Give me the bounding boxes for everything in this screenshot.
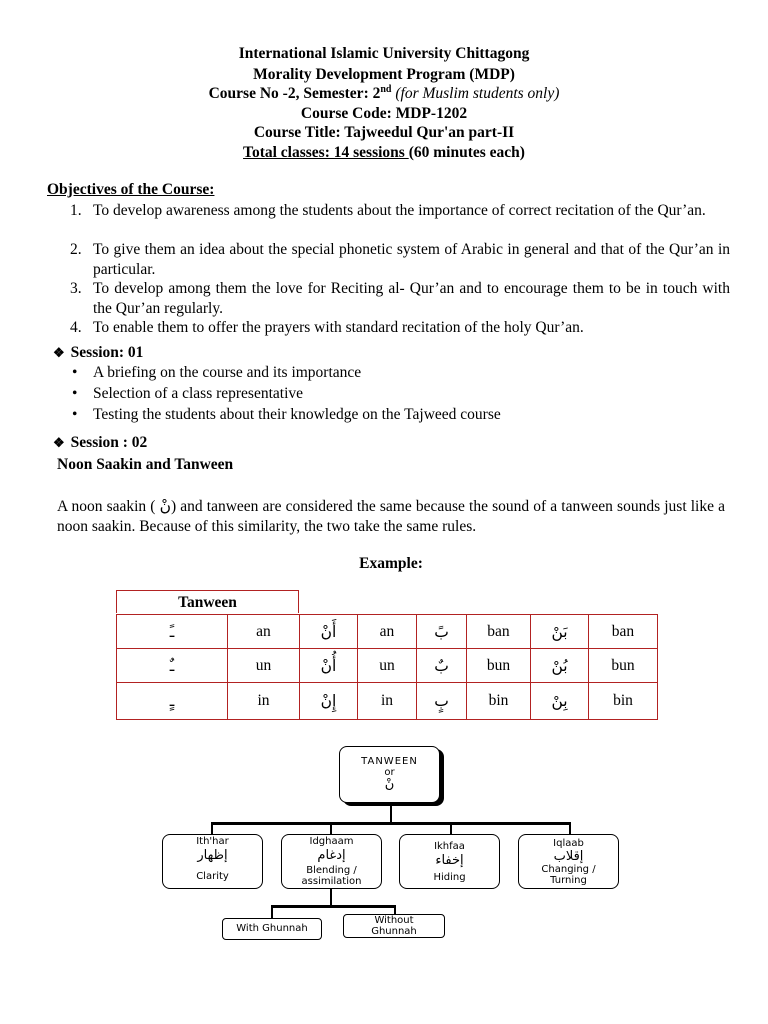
sub-label: With Ghunnah <box>236 923 308 934</box>
table-cell: ـٍ <box>117 683 228 720</box>
rule-meaning: Blending / assimilation <box>301 865 362 887</box>
list-item-text: Testing the students about their knowledge on the Tajweed course <box>93 406 501 423</box>
diagram-box-iqlaab <box>518 834 619 889</box>
rule-arabic: إقلاب <box>553 849 584 864</box>
session-2-title: Session : 02 <box>70 434 148 451</box>
total-classes <box>0 143 768 162</box>
table-row <box>117 683 658 720</box>
session-2-heading <box>53 434 147 452</box>
connector-line <box>330 822 332 834</box>
table-cell: bin <box>589 683 658 720</box>
course-number-sup: nd <box>380 83 392 95</box>
noon-saakin-glyph: نْ <box>159 497 171 515</box>
list-item <box>72 385 303 403</box>
table-cell: in <box>228 683 300 720</box>
paragraph-text-start: A noon saakin ( <box>57 498 160 515</box>
objective-item <box>70 318 730 338</box>
course-number <box>0 84 768 103</box>
program-name: Morality Development Program (MDP) <box>253 66 515 83</box>
connector-line <box>211 822 213 834</box>
table-cell: an <box>228 615 300 649</box>
table-cell: ban <box>589 615 658 649</box>
table-cell: ـً <box>117 615 228 649</box>
table-cell: بَنْ <box>531 615 589 649</box>
table-cell: بً <box>417 615 467 649</box>
root-or: or <box>384 767 395 778</box>
objective-text: To develop awareness among the students about the importance of correct recitation of the Qur’an. <box>93 202 706 219</box>
rule-label: Ith'har <box>196 836 229 847</box>
table-cell: بِنْ <box>531 683 589 720</box>
diagram-box-ithhar <box>162 834 263 889</box>
objective-number: 4. <box>70 319 82 336</box>
rule-meaning: Changing / Turning <box>541 864 596 886</box>
root-glyph: نْ <box>384 777 395 792</box>
university-name: International Islamic University Chittagong <box>238 45 530 62</box>
session-2-paragraph <box>57 496 725 537</box>
diagram-box-ikhfaa <box>399 834 500 889</box>
objective-number: 3. <box>70 280 82 297</box>
table-cell: بٌ <box>417 649 467 683</box>
table-cell: بٍ <box>417 683 467 720</box>
table-cell: bun <box>589 649 658 683</box>
diagram-box-without-ghunnah <box>343 914 445 938</box>
list-item-text: A briefing on the course and its importance <box>93 364 362 381</box>
table-cell: an <box>358 615 417 649</box>
session-1-heading <box>53 344 143 362</box>
session-1-title: Session: 01 <box>70 344 144 361</box>
objective-item <box>70 279 730 318</box>
connector-line <box>211 822 571 825</box>
diamond-bullet-icon: ❖ <box>53 435 65 450</box>
objective-item <box>70 201 730 221</box>
table-cell: in <box>358 683 417 720</box>
objective-number: 2. <box>70 241 82 258</box>
table-cell: بُنْ <box>531 649 589 683</box>
table-row <box>117 615 658 649</box>
objective-item <box>70 240 730 279</box>
connector-line <box>271 905 273 918</box>
total-classes-rest: (60 minutes each) <box>408 144 525 161</box>
bullet-icon: • <box>72 406 78 423</box>
objective-text: To enable them to offer the prayers with standard recitation of the holy Qur’an. <box>93 319 584 336</box>
rule-arabic: إظهار <box>197 848 228 863</box>
table-cell: bin <box>467 683 531 720</box>
table-cell: un <box>228 649 300 683</box>
course-number-note: (for Muslim students only) <box>395 85 560 102</box>
session-2-subtitle: Noon Saakin and Tanween <box>57 456 234 473</box>
rule-label: Iqlaab <box>553 838 584 849</box>
diagram-root-box <box>339 746 440 803</box>
objective-text: To develop among them the love for Reciting al- Qur’an and to encourage them to be in touch with the Qur’an regularly. <box>93 280 730 317</box>
connector-line <box>569 822 571 834</box>
connector-line <box>390 804 392 824</box>
rule-label: Ikhfaa <box>434 841 465 852</box>
rule-arabic: إدغام <box>317 848 346 863</box>
diamond-bullet-icon: ❖ <box>53 345 65 360</box>
diagram-box-with-ghunnah <box>222 918 322 940</box>
tanween-header: Tanween <box>116 590 299 613</box>
list-item <box>72 364 361 382</box>
paragraph-text-end: ) and tanween are considered the same because the sound of a tanween sounds just like a noon saakin. Because of this similarity, the two take the same rules. <box>57 498 725 535</box>
course-title: Course Title: Tajweedul Qur'an part-II <box>253 124 515 141</box>
connector-line <box>330 888 332 906</box>
root-label: TANWEEN <box>361 756 418 767</box>
example-title: Example: <box>359 555 423 572</box>
bullet-icon: • <box>72 385 78 402</box>
rule-meaning: Hiding <box>433 872 466 883</box>
list-item-text: Selection of a class representative <box>93 385 304 402</box>
connector-line <box>271 905 396 908</box>
objective-number: 1. <box>70 202 82 219</box>
rule-meaning: Clarity <box>196 871 229 882</box>
table-cell: أُنْ <box>300 649 358 683</box>
objective-text: To give them an idea about the special phonetic system of Arabic in general and that of the Qur’an in particular. <box>93 241 730 278</box>
sub-label: Without Ghunnah <box>371 915 417 937</box>
table-cell: ban <box>467 615 531 649</box>
table-cell: bun <box>467 649 531 683</box>
list-item <box>72 406 501 424</box>
table-cell: أَنْ <box>300 615 358 649</box>
table-cell: un <box>358 649 417 683</box>
connector-line <box>450 822 452 834</box>
total-classes-underlined: Total classes: 14 sessions <box>243 144 409 161</box>
table-row <box>117 649 658 683</box>
bullet-icon: • <box>72 364 78 381</box>
course-code: Course Code: MDP-1202 <box>300 105 468 122</box>
objectives-title: Objectives of the Course: <box>47 181 215 198</box>
rule-label: Idghaam <box>309 836 354 847</box>
table-cell: إِنْ <box>300 683 358 720</box>
course-number-text: Course No -2, Semester: 2 <box>208 85 381 102</box>
tanween-table <box>116 614 658 720</box>
table-cell: ـٌ <box>117 649 228 683</box>
rule-arabic: إخفاء <box>435 853 464 868</box>
diagram-box-idghaam <box>281 834 382 889</box>
